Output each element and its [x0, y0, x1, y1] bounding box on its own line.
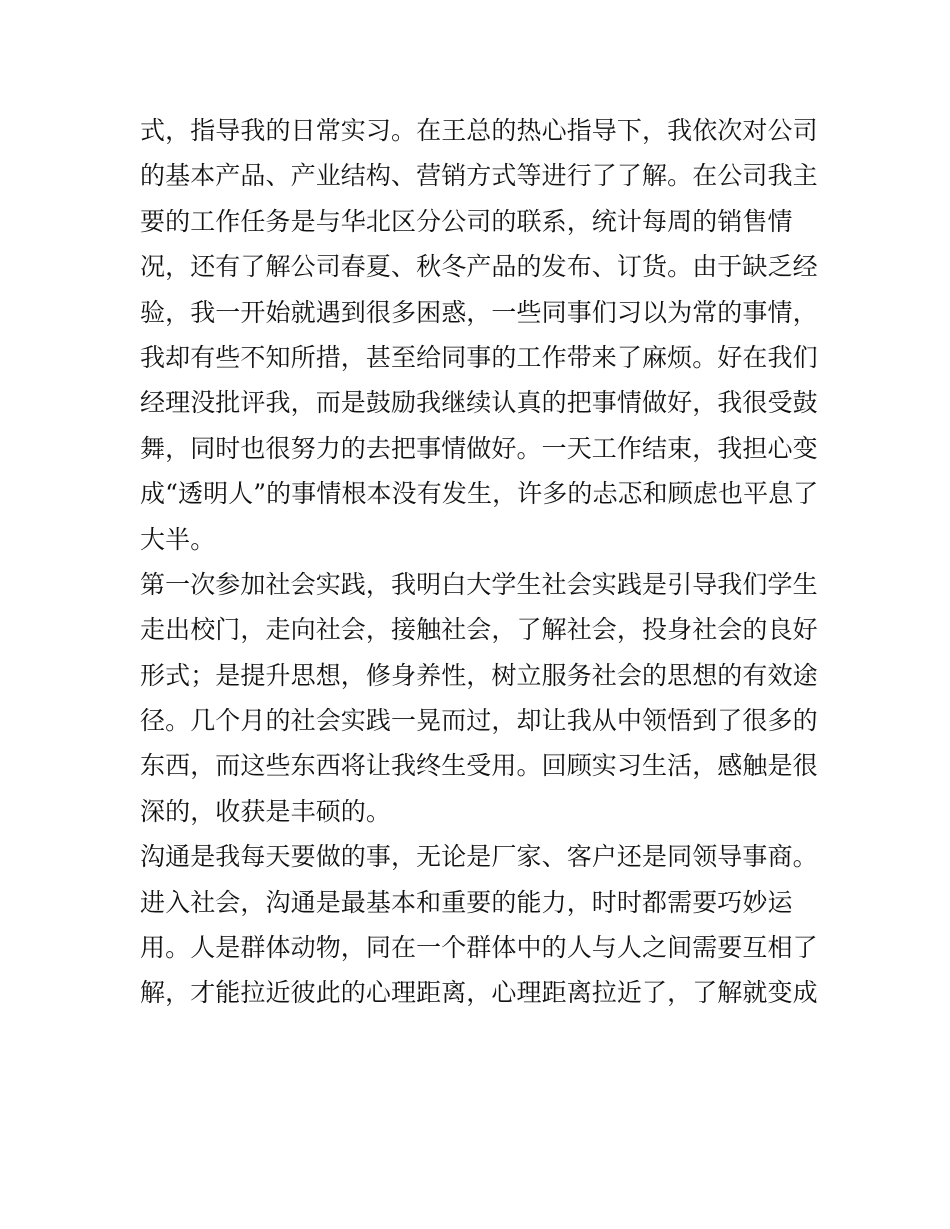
- text-line: 沟通是我每天要做的事，无论是厂家、客户还是同领导事商。: [140, 842, 818, 872]
- text-line: 形式；是提升思想，修身养性，树立服务社会的思想的有效途: [140, 660, 818, 690]
- text-line: 东西，而这些东西将让我终生受用。回顾实习生活，感触是很: [140, 751, 818, 781]
- text-line: 用。人是群体动物，同在一个群体中的人与人之间需要互相了: [140, 933, 818, 963]
- text-line: 大半。: [140, 524, 216, 554]
- text-line: 舞，同时也很努力的去把事情做好。一天工作结束，我担心变: [140, 433, 818, 463]
- text-line: 第一次参加社会实践，我明白大学生社会实践是引导我们学生: [140, 569, 818, 599]
- text-line: 进入社会，沟通是最基本和重要的能力，时时都需要巧妙运: [140, 887, 793, 917]
- text-line: 我却有些不知所措，甚至给同事的工作带来了麻烦。好在我们: [140, 342, 818, 372]
- text-line: 况，还有了解公司春夏、秋冬产品的发布、订货。由于缺乏经: [140, 252, 818, 282]
- text-line: 深的，收获是丰硕的。: [140, 796, 392, 826]
- text-line: 径。几个月的社会实践一晃而过，却让我从中领悟到了很多的: [140, 706, 818, 736]
- text-line: 走出校门，走向社会，接触社会，了解社会，投身社会的良好: [140, 615, 818, 645]
- body-text: [140, 108, 820, 1016]
- text-line: 要的工作任务是与华北区分公司的联系，统计每周的销售情: [140, 206, 793, 236]
- text-line: 式，指导我的日常实习。在王总的热心指导下，我依次对公司: [140, 116, 818, 145]
- text-line: 验，我一开始就遇到很多困惑，一些同事们习以为常的事情，: [140, 297, 818, 327]
- text-line: 成“透明人”的事情根本没有发生，许多的忐忑和顾虑也平息了: [140, 479, 819, 509]
- text-line: 经理没批评我，而是鼓励我继续认真的把事情做好，我很受鼓: [140, 388, 818, 418]
- text-line: 的基本产品、产业结构、营销方式等进行了了解。在公司我主: [140, 161, 818, 191]
- text-line: 解，才能拉近彼此的心理距离，心理距离拉近了，了解就变成: [140, 978, 818, 1008]
